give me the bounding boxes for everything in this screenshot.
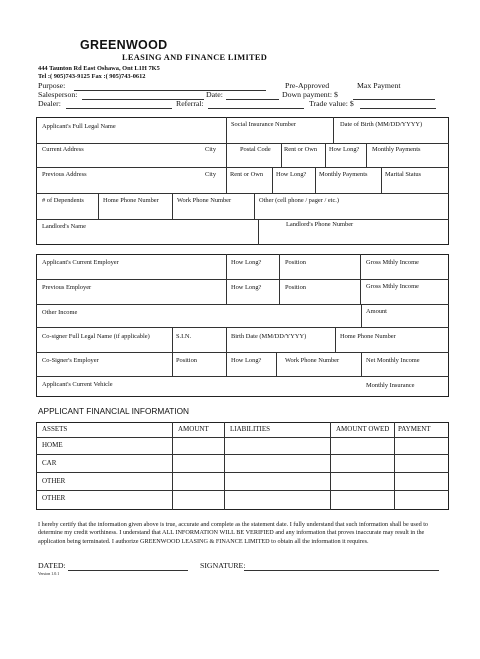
asset-row-other: OTHER bbox=[42, 477, 66, 485]
dob-label: Date of Birth (MM/DD/YYYY) bbox=[340, 121, 423, 128]
city-label: City bbox=[205, 146, 217, 153]
full-legal-name-label: Applicant's Full Legal Name bbox=[42, 123, 116, 130]
purpose-line[interactable] bbox=[74, 90, 266, 91]
signature-line[interactable] bbox=[244, 570, 439, 571]
cosigner-work-phone-label: Work Phone Number bbox=[285, 357, 340, 364]
cosigner-employer-label: Co-Signer's Employer bbox=[42, 357, 99, 364]
signature-label: SIGNATURE: bbox=[200, 561, 246, 570]
max-payment-label: Max Payment bbox=[357, 81, 401, 90]
salesperson-label: Salesperson: bbox=[38, 90, 78, 99]
gross-income-label-2: Gross Mthly Income bbox=[366, 283, 419, 290]
cosigner-name-label: Co-signer Full Legal Name (if applicable) bbox=[42, 333, 150, 340]
landlord-name-label: Landlord's Name bbox=[42, 223, 86, 230]
current-employer-label: Applicant's Current Employer bbox=[42, 259, 119, 266]
monthly-insurance-label: Monthly Insurance bbox=[366, 382, 415, 389]
cosigner-sin-label: S.I.N. bbox=[176, 333, 192, 340]
previous-address-label: Previous Address bbox=[42, 171, 87, 178]
previous-employer-label: Previous Employer bbox=[42, 284, 92, 291]
purpose-label: Purpose: bbox=[38, 81, 66, 90]
current-vehicle-label: Applicant's Current Vehicle bbox=[42, 381, 113, 388]
emp-how-long-label: How Long? bbox=[231, 259, 262, 266]
monthly-payments-label: Monthly Payments bbox=[372, 146, 421, 153]
asset-row-home: HOME bbox=[42, 441, 63, 449]
monthly-payments-label-2: Monthly Payments bbox=[319, 171, 368, 178]
brand-name: GREENWOOD bbox=[80, 38, 168, 52]
rent-or-own-label: Rent or Own bbox=[284, 146, 318, 153]
company-address: 444 Taunton Rd East Oshawa, Ont L1H 7K5 bbox=[38, 65, 160, 72]
postal-code-label: Postal Code bbox=[240, 146, 271, 153]
dated-line[interactable] bbox=[68, 570, 188, 571]
emp-position-label: Position bbox=[285, 259, 306, 266]
personal-info-box bbox=[36, 117, 449, 245]
financial-section-title: APPLICANT FINANCIAL INFORMATION bbox=[38, 406, 190, 416]
col-payment: PAYMENT bbox=[398, 425, 431, 433]
how-long-label-2: How Long? bbox=[276, 171, 307, 178]
emp-how-long-label-2: How Long? bbox=[231, 284, 262, 291]
cosigner-dob-label: Birth Date (MM/DD/YYYY) bbox=[231, 333, 307, 340]
company-subtitle: LEASING AND FINANCE LIMITED bbox=[122, 53, 268, 62]
landlord-phone-label: Landlord's Phone Number bbox=[286, 221, 354, 228]
dealer-label: Dealer: bbox=[38, 99, 61, 108]
city-label-2: City bbox=[205, 171, 217, 178]
trade-value-label: Trade value: $ bbox=[309, 99, 354, 108]
rent-or-own-label-2: Rent or Own bbox=[230, 171, 264, 178]
version-label: Version 1.0.1 bbox=[38, 571, 60, 576]
home-phone-label: Home Phone Number bbox=[103, 197, 159, 204]
referral-line[interactable] bbox=[208, 108, 304, 109]
dated-label: DATED: bbox=[38, 561, 66, 570]
down-payment-line[interactable] bbox=[353, 99, 435, 100]
date-label: Date: bbox=[206, 90, 223, 99]
col-assets: ASSETS bbox=[42, 425, 68, 433]
other-income-label: Other Income bbox=[42, 309, 78, 316]
referral-label: Referral: bbox=[176, 99, 204, 108]
asset-row-other-2: OTHER bbox=[42, 494, 66, 502]
trade-value-line[interactable] bbox=[360, 108, 436, 109]
sin-label: Social Insurance Number bbox=[231, 121, 296, 128]
company-phone: Tel :( 905)743-9125 Fax :( 905)743-0612 bbox=[38, 73, 146, 80]
asset-row-car: CAR bbox=[42, 459, 57, 467]
certification-text: I hereby certify that the information given above is true, accurate and complete as the statement date. I fully understand that such information shall be used to determine my credit worthiness. I understand that ALL INFORMATION WILL BE VERIFIED and any information that proves inaccurate may result in the application being terminated. I authorize GREENWOOD LEASING & FINANCE LIMITED to obtain all the information it requires. bbox=[38, 521, 429, 545]
pre-approved-label: Pre-Approved bbox=[285, 81, 330, 90]
col-amount-owed: AMOUNT OWED bbox=[336, 425, 390, 433]
down-payment-label: Down payment: $ bbox=[282, 90, 338, 99]
dealer-line[interactable] bbox=[66, 108, 172, 109]
col-amount: AMOUNT bbox=[178, 425, 209, 433]
col-liabilities: LIABILITIES bbox=[230, 425, 271, 433]
marital-status-label: Marital Status bbox=[385, 171, 422, 178]
work-phone-label: Work Phone Number bbox=[177, 197, 232, 204]
cosigner-how-long-label: How Long? bbox=[231, 357, 262, 364]
cosigner-position-label: Position bbox=[176, 357, 197, 364]
date-line[interactable] bbox=[226, 99, 279, 100]
how-long-label: How Long? bbox=[329, 146, 360, 153]
net-monthly-income-label: Net Monthly Income bbox=[366, 357, 420, 364]
emp-position-label-2: Position bbox=[285, 284, 306, 291]
current-address-label: Current Address bbox=[42, 146, 84, 153]
dependents-label: # of Dependents bbox=[42, 197, 84, 204]
other-income-amount-label: Amount bbox=[366, 308, 387, 315]
cosigner-home-phone-label: Home Phone Number bbox=[340, 333, 396, 340]
other-phone-label: Other (cell phone / pager / etc.) bbox=[259, 197, 340, 204]
gross-income-label: Gross Mthly Income bbox=[366, 259, 419, 266]
financial-table bbox=[36, 422, 449, 510]
